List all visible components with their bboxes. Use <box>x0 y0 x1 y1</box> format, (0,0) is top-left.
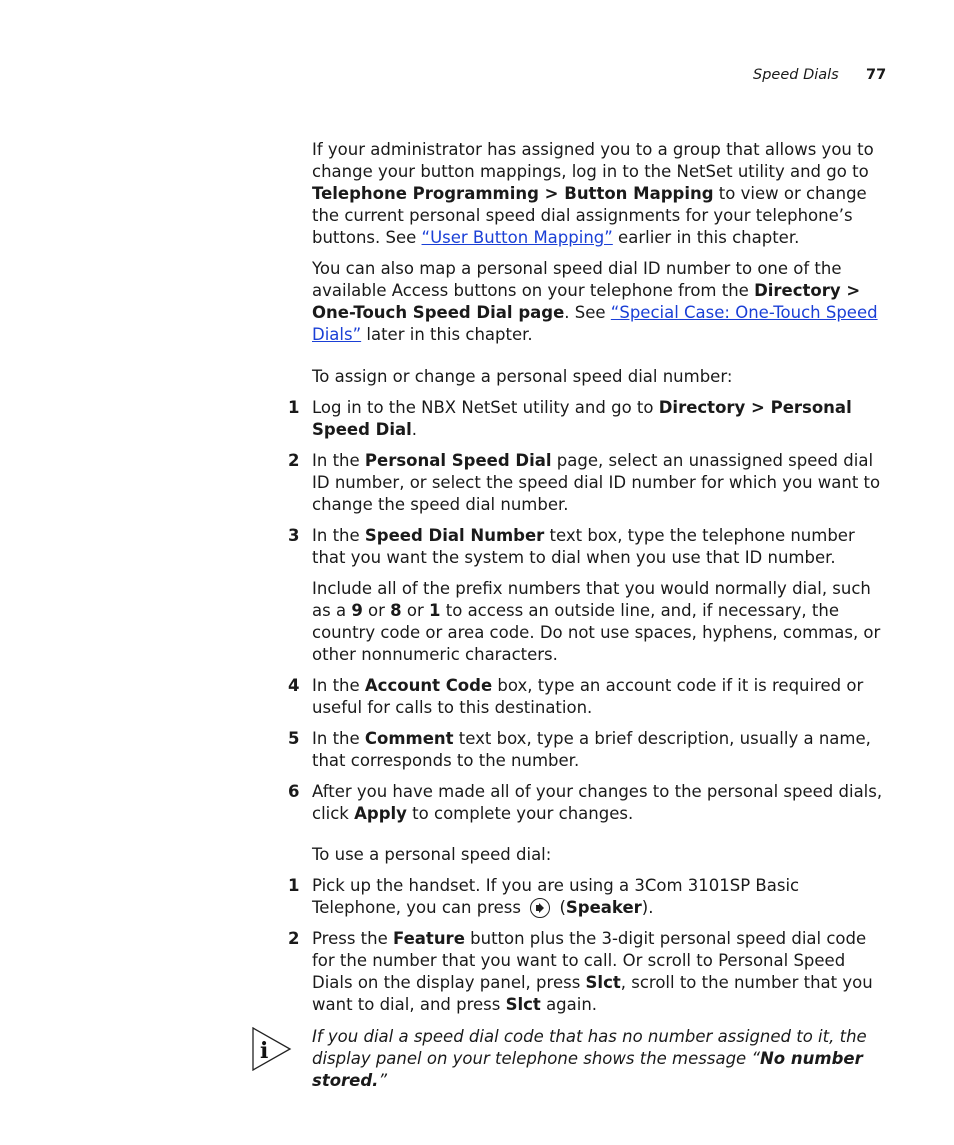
step-number: 6 <box>288 782 300 801</box>
intro-paragraph-1: If your administrator has assigned you to a group that allows you to change your button mappings, log in to the NetSet utility and go to Telephone Programming > Button Mapping to view or change the current personal speed dial assignments for your telephone’s buttons. See “User Button Mapping” earlier in this chapter. <box>312 140 874 247</box>
user-button-mapping-link[interactable]: “User Button Mapping” <box>421 228 613 247</box>
step-number: 1 <box>288 398 300 417</box>
menu-path: Directory > One-Touch Speed Dial page <box>312 281 861 322</box>
speaker-icon <box>530 898 550 918</box>
note-text: If you dial a speed dial code that has no number assigned to it, the display panel on your telephone shows the message “No number stored.” <box>312 1027 867 1090</box>
assign-step-4: In the Account Code box, type an account code if it is required or useful for calls to this destination. <box>312 676 864 717</box>
menu-path: Telephone Programming > Button Mapping <box>312 184 714 203</box>
svg-text:i: i <box>260 1038 269 1064</box>
step-number: 2 <box>288 451 300 470</box>
intro-paragraph-2: You can also map a personal speed dial ID number to one of the available Access buttons on your telephone from the Directory > One-Touch Speed Dial page. See “Special Case: One-Touch Speed Dials” later in this chapter. <box>312 259 878 344</box>
use-lead: To use a personal speed dial: <box>312 845 552 864</box>
use-step-2: Press the Feature button plus the 3-digit personal speed dial code for the number that you want to call. Or scroll to Personal Speed Dials on the display panel, press Slct, scroll to the number that you want to dial, and press Slct again. <box>312 929 873 1014</box>
assign-lead: To assign or change a personal speed dial number: <box>312 367 733 386</box>
one-touch-speed-dials-link[interactable]: “Special Case: One-Touch Speed Dials” <box>312 303 878 344</box>
step-number: 3 <box>288 526 300 545</box>
page-number: 77 <box>866 67 887 83</box>
info-icon <box>252 1027 292 1071</box>
assign-step-3: In the Speed Dial Number text box, type the telephone number that you want the system to dial when you use that ID number. <box>312 526 855 567</box>
step-number: 1 <box>288 876 300 895</box>
assign-step-3-detail: Include all of the prefix numbers that you would normally dial, such as a 9 or 8 or 1 to access an outside line, and, if necessary, the country code or area code. Do not use spaces, hyphens, commas, or other nonnumeric characters. <box>312 579 881 664</box>
step-number: 5 <box>288 729 300 748</box>
step-number: 2 <box>288 929 300 948</box>
assign-step-6: After you have made all of your changes to the personal speed dials, click Apply to complete your changes. <box>312 782 883 823</box>
assign-step-2: In the Personal Speed Dial page, select an unassigned speed dial ID number, or select the speed dial ID number for which you want to change the speed dial number. <box>312 451 881 514</box>
assign-step-1: Log in to the NBX NetSet utility and go to Directory > Personal Speed Dial. <box>312 398 852 439</box>
running-header-section: Speed Dials <box>753 67 839 83</box>
use-step-1: Pick up the handset. If you are using a 3Com 3101SP Basic Telephone, you can press (Speaker). <box>312 876 800 917</box>
step-number: 4 <box>288 676 300 695</box>
assign-step-5: In the Comment text box, type a brief description, usually a name, that corresponds to the number. <box>312 729 871 770</box>
